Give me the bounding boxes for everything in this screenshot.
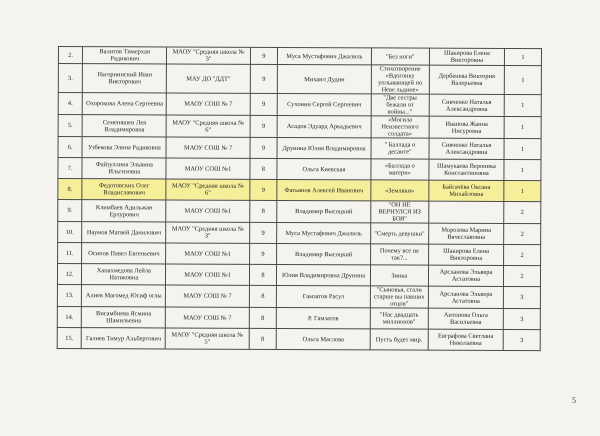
cell-place: 1 [504,116,541,138]
cell-work: Стихотворение «Вдогонку уплывающей по Неве льдине» [371,65,429,94]
table-row [58,64,541,95]
cell-place: 1 [504,159,541,180]
cell-participant: Ханахмедова Лейла Натиковна [82,264,166,285]
cell-grade: 8 [249,264,277,285]
cell-work: "Сыновья, стали старше вы павших отцов" [370,286,428,308]
table-row [58,115,541,139]
cell-author: Фатьянов Алексей Иванович [277,179,371,200]
cell-teacher: Иванова Жанна Нисуровна [429,116,504,138]
cell-school: МАУ ДО "ДДТ" [167,64,250,93]
cell-author: Асадов Эдуард Аркадьевич [277,115,371,137]
cell-author: Ольга Маслова [276,328,370,349]
cell-participant: Висамбиева Ясмина Шамильевна [81,307,165,328]
cell-place: 2 [504,223,541,244]
cell-number: 12. [57,264,81,285]
cell-participant: Наумов Матвей Данилович [82,222,166,243]
table-row [57,264,540,287]
cell-number: 15. [57,327,81,348]
cell-teacher: Дербенева Виктория Валерьевна [429,65,504,94]
cell-author: Друнина Юлия Владимировна [277,137,371,158]
cell-number: 6. [58,137,82,158]
cell-place: 3 [503,286,540,308]
cell-grade: 9 [250,64,278,93]
cell-school: МАОУ "Средняя школа № 5" [166,328,249,349]
cell-author: Владимир Высоцкий [277,200,371,222]
table-row [58,47,541,66]
cell-teacher: Евграфова Светлана Николаевна [428,329,503,350]
cell-author: Михаил Дудин [278,64,372,93]
cell-place: 1 [504,138,541,159]
cell-grade: 9 [250,93,278,115]
table-row [58,243,541,266]
table-row [58,158,541,181]
cell-grade: 8 [249,307,277,328]
cell-school: МАОУ "Средняя школа № 6" [167,115,250,137]
cell-participant: Алиев Магомед Юсиф оглы [82,285,166,307]
cell-teacher: Морозова Марина Вячеславовна [429,223,504,244]
cell-grade: 8 [249,285,277,307]
cell-grade: 9 [249,243,277,264]
cell-work: Пусть будет мир. [370,329,428,350]
cell-grade: 9 [250,137,278,158]
cell-number: 5. [58,115,82,137]
cell-number: 10. [58,222,82,243]
cell-author: Владимир Высоцкий [277,243,371,264]
cell-number: 14. [57,306,81,327]
cell-participant: Осипов Павел Евгеньевич [82,243,166,264]
cell-teacher: Арсланова Эльвера Астатовна [428,286,503,308]
cell-work: «Могила Неизвестного солдата» [371,116,429,138]
cell-author: Муса Мустафович Джалиль [277,222,371,243]
cell-school: МАОУ СОШ №1 [166,200,249,222]
cell-participant: Охорокова Алена Сергеевна [82,93,166,115]
cell-place: 1 [504,48,541,65]
cell-number: 4. [58,93,82,115]
table-row [57,327,540,350]
cell-school: МАОУ СОШ №1 [166,264,249,285]
cell-teacher: Антонова Ольга Васильевна [428,308,503,329]
cell-participant: Файзуллина Эльвина Ильгизовна [82,158,166,179]
cell-school: МАОУ "Средняя школа № 3" [166,222,249,243]
cell-teacher: Арсланова Эльвера Астатовна [428,265,503,286]
cell-participant: Семеняшен Лея Владимировна [82,115,166,137]
table-row [58,93,541,117]
page-number: 5 [572,396,576,405]
cell-participant: Валитов Тимерхан Радикович [83,47,167,64]
table-row [57,306,540,329]
table-row [58,179,541,202]
cell-number: 11. [58,243,82,264]
cell-author: Муса Мустафович Джалиль [278,47,372,64]
cell-teacher: Шакирова Елена Викторовна [428,244,503,265]
cell-school: МАОУ СОШ № 7 [167,93,250,115]
cell-work: Зинка [370,265,428,286]
cell-grade: 8 [249,328,277,349]
cell-place: 2 [504,201,541,223]
cell-place: 2 [503,265,540,286]
cell-number: 13. [57,284,81,306]
cell-grade: 8 [250,158,278,179]
cell-work: «Земляки» [371,180,429,201]
cell-place: 3 [503,329,540,350]
cell-number: 9. [58,200,82,222]
cell-work: "Смерть девушки" [370,223,428,244]
cell-place: 1 [504,65,541,94]
cell-work: Почему все не так?... [370,244,428,265]
cell-work: " Баллада о десанте" [371,138,429,159]
cell-work: «Баллада о матери» [371,159,429,180]
cell-participant: Узбекова Элина Радиковна [82,137,166,158]
cell-grade: 8 [249,200,277,222]
cell-teacher: Шакирова Елена Викторовна [429,48,504,65]
cell-school: МАОУ СОШ № 7 [166,285,249,307]
table-row [57,284,540,308]
cell-work: "Две сестры бежали от войны..." [371,94,429,116]
cell-number: 2. [58,47,82,64]
cell-grade: 9 [249,222,277,243]
results-table [57,46,542,351]
cell-school: МАОУ СОШ №1 [166,243,249,264]
cell-author: Сухонин Сергей Сергеевич [277,93,371,115]
table-row [58,200,541,224]
cell-school: МАОУ СОШ №1 [166,158,249,179]
table-row [58,137,541,160]
cell-grade: 9 [249,179,277,200]
cell-participant: Нагорнинский Иван Викторович [82,64,166,93]
cell-school: МАОУ СОШ № 7 [166,137,249,158]
cell-place: 2 [504,244,541,265]
cell-school: МАОУ "Средняя школа № 3" [167,47,250,64]
cell-place: 1 [504,94,541,116]
cell-author: Юлия Владимировна Друнина [277,264,371,285]
cell-author: Ольга Киевская [277,158,371,179]
cell-participant: Климбаев Адильжан Ерлурович [82,200,166,222]
cell-participant: Федотовских Олег Владиславович [82,179,166,200]
cell-author: Гамзатов Расул [277,285,371,307]
cell-school: МАОУ СОШ № 7 [166,307,249,328]
cell-number: 3. [58,64,82,93]
cell-number: 8. [58,179,82,200]
cell-number: 7. [58,158,82,179]
table-row [58,222,541,245]
cell-grade: 9 [250,115,278,137]
cell-participant: Галиев Тимур Альбертович [81,328,165,349]
cell-teacher: Шамукаева Вероника Константиновна [429,159,504,180]
cell-place: 1 [504,180,541,201]
cell-teacher: Сивченко Наталья Александровна [429,94,504,116]
cell-grade: 9 [250,47,278,64]
cell-author: Р. Гамзатов [277,307,371,328]
cell-teacher [429,201,504,223]
cell-school: МАОУ "Средняя школа № 6" [166,179,249,200]
cell-teacher: Сивченко Наталья Александровна [429,138,504,159]
cell-work: "Без ноги" [371,48,429,65]
cell-teacher: Байгачёва Оксана Михайловна [429,180,504,201]
cell-work: "ОН НЕ ВЕРНУЛСЯ ИЗ БОЯ" [370,201,428,223]
cell-place: 3 [503,308,540,329]
cell-work: "Нас двадцать миллионов" [370,308,428,329]
